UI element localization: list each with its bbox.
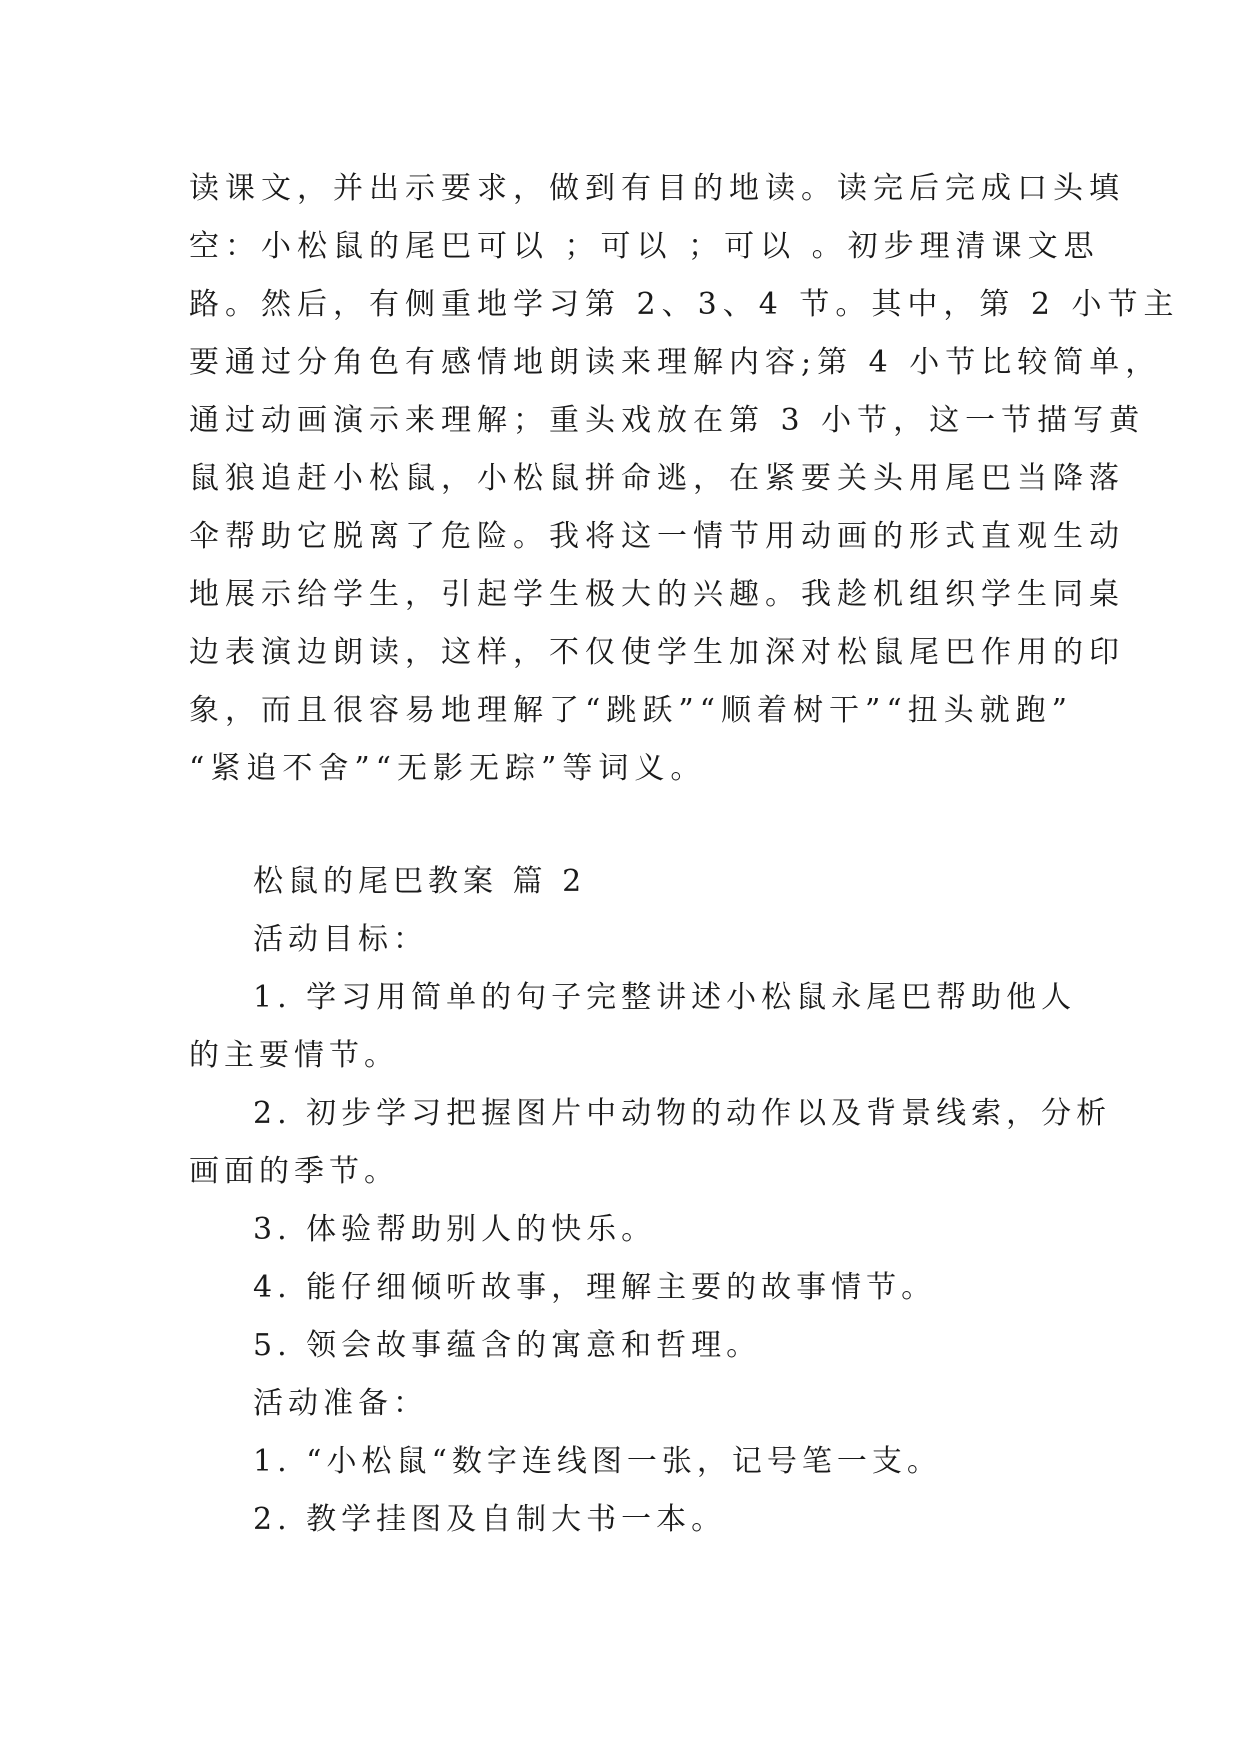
text-line: 要通过分角色有感情地朗读来理解内容;第 4 小节比较简单， xyxy=(189,345,1162,380)
text-line: 鼠狼追赶小松鼠，小松鼠拼命逃，在紧要关头用尾巴当降落 xyxy=(189,461,1125,496)
text-line: 路。然后，有侧重地学习第 2、3、4 节。其中，第 2 小节主 xyxy=(189,287,1180,322)
preparation-heading: 活动准备： xyxy=(253,1386,428,1421)
text-line: 象，而且很容易地理解了“跳跃”“顺着树干”“扭头就跑” xyxy=(189,693,1074,728)
text-line: 读课文，并出示要求，做到有目的地读。读完后完成口头填 xyxy=(189,171,1125,206)
goal-item-4: 4. 能仔细倾听故事，理解主要的故事情节。 xyxy=(253,1270,937,1305)
text-line: 地展示给学生，引起学生极大的兴趣。我趁机组织学生同桌 xyxy=(189,577,1125,612)
section-title: 松鼠的尾巴教案 篇 2 xyxy=(253,864,587,899)
goal-item-3: 3. 体验帮助别人的快乐。 xyxy=(253,1212,657,1247)
text-line: “紧追不舍”“无影无踪”等词义。 xyxy=(189,751,707,786)
goal-item-1: 1. 学习用简单的句子完整讲述小松鼠永尾巴帮助他人 xyxy=(253,980,1077,1015)
goal-item-5: 5. 领会故事蕴含的寓意和哲理。 xyxy=(253,1328,762,1363)
goal-item-2: 2. 初步学习把握图片中动物的动作以及背景线索，分析 xyxy=(253,1096,1112,1131)
goals-heading: 活动目标： xyxy=(253,922,428,957)
preparation-item-2: 2. 教学挂图及自制大书一本。 xyxy=(253,1502,727,1537)
text-line: 边表演边朗读，这样，不仅使学生加深对松鼠尾巴作用的印 xyxy=(189,635,1125,670)
text-line: 空：小松鼠的尾巴可以 ；可以 ；可以 。初步理清课文思 xyxy=(189,229,1100,264)
goal-item-1-continued: 的主要情节。 xyxy=(189,1038,399,1073)
goal-item-2-continued: 画面的季节。 xyxy=(189,1154,399,1189)
text-line: 伞帮助它脱离了危险。我将这一情节用动画的形式直观生动 xyxy=(189,519,1125,554)
lesson-plan-section-2 xyxy=(189,853,1112,1549)
text-line: 通过动画演示来理解；重头戏放在第 3 小节，这一节描写黄 xyxy=(189,403,1146,438)
preparation-item-1: 1. “小松鼠“数字连线图一张，记号笔一支。 xyxy=(253,1444,942,1479)
paragraph-reading-method xyxy=(189,160,1180,798)
